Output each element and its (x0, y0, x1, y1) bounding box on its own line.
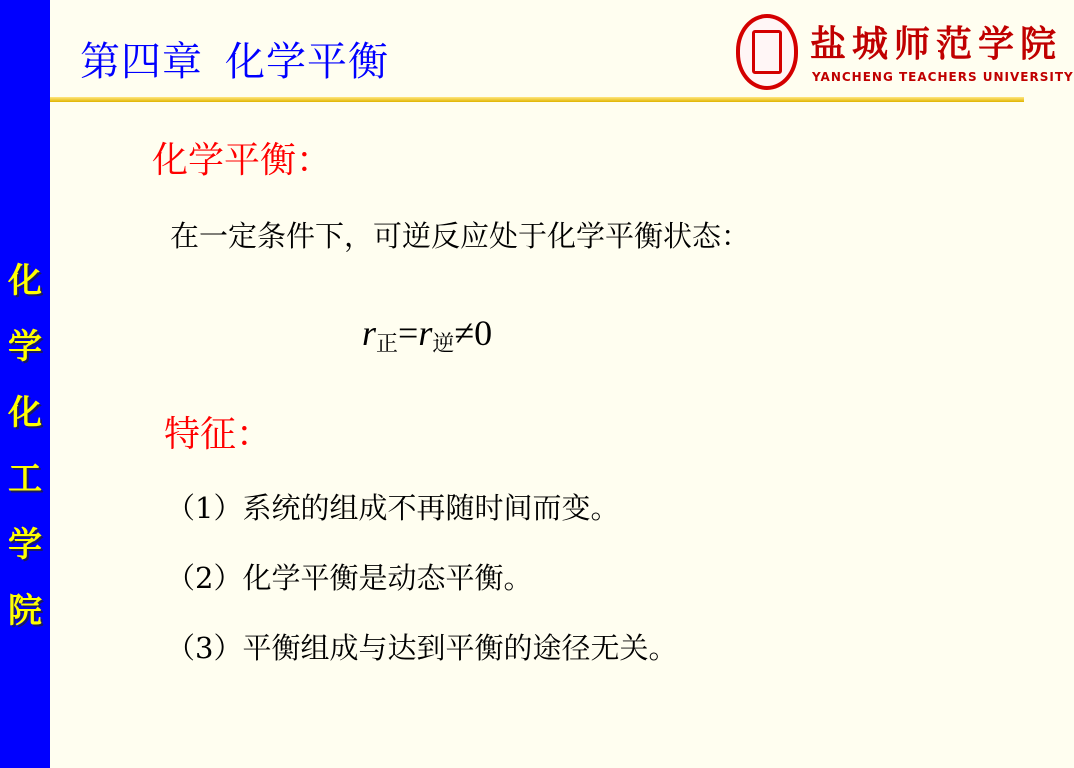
formula-rate-symbol: r (362, 313, 377, 353)
section-heading-equilibrium: 化学平衡： (152, 140, 333, 181)
sidebar-char: 院 (8, 591, 42, 631)
formula-reverse-sub: 逆 (432, 331, 455, 356)
sidebar-char: 学 (8, 327, 42, 367)
sidebar-banner (0, 0, 50, 768)
section-heading-features: 特征： (164, 414, 273, 455)
definition-text: 在一定条件下，可逆反应处于化学平衡状态： (170, 219, 751, 253)
formula-forward-sub: 正 (376, 331, 399, 356)
feature-item: （3）平衡组成与达到平衡的途径无关。 (166, 631, 678, 665)
header-divider (50, 97, 1024, 102)
formula-rate-symbol: r (418, 313, 433, 353)
feature-item: （2）化学平衡是动态平衡。 (166, 561, 533, 595)
sidebar-char: 工 (8, 459, 42, 499)
sidebar-char: 化 (8, 393, 42, 433)
formula-equals: = (398, 313, 419, 353)
logo-chinese-name: 盐城师范学院 (810, 23, 1063, 65)
sidebar-char: 化 (8, 261, 42, 301)
formula-not-equal-zero: ≠0 (454, 313, 493, 353)
feature-item: （1）系统的组成不再随时间而变。 (166, 491, 620, 525)
seal-icon (736, 14, 798, 90)
rate-formula (362, 312, 492, 358)
chapter-topic: 化学平衡 (225, 39, 389, 85)
chapter-label: 第四章 (80, 39, 203, 85)
sidebar-char: 学 (8, 525, 42, 565)
university-logo (732, 10, 1074, 94)
logo-english-name: YANCHENG TEACHERS UNIVERSITY (812, 70, 1074, 84)
slide-title (80, 30, 389, 87)
